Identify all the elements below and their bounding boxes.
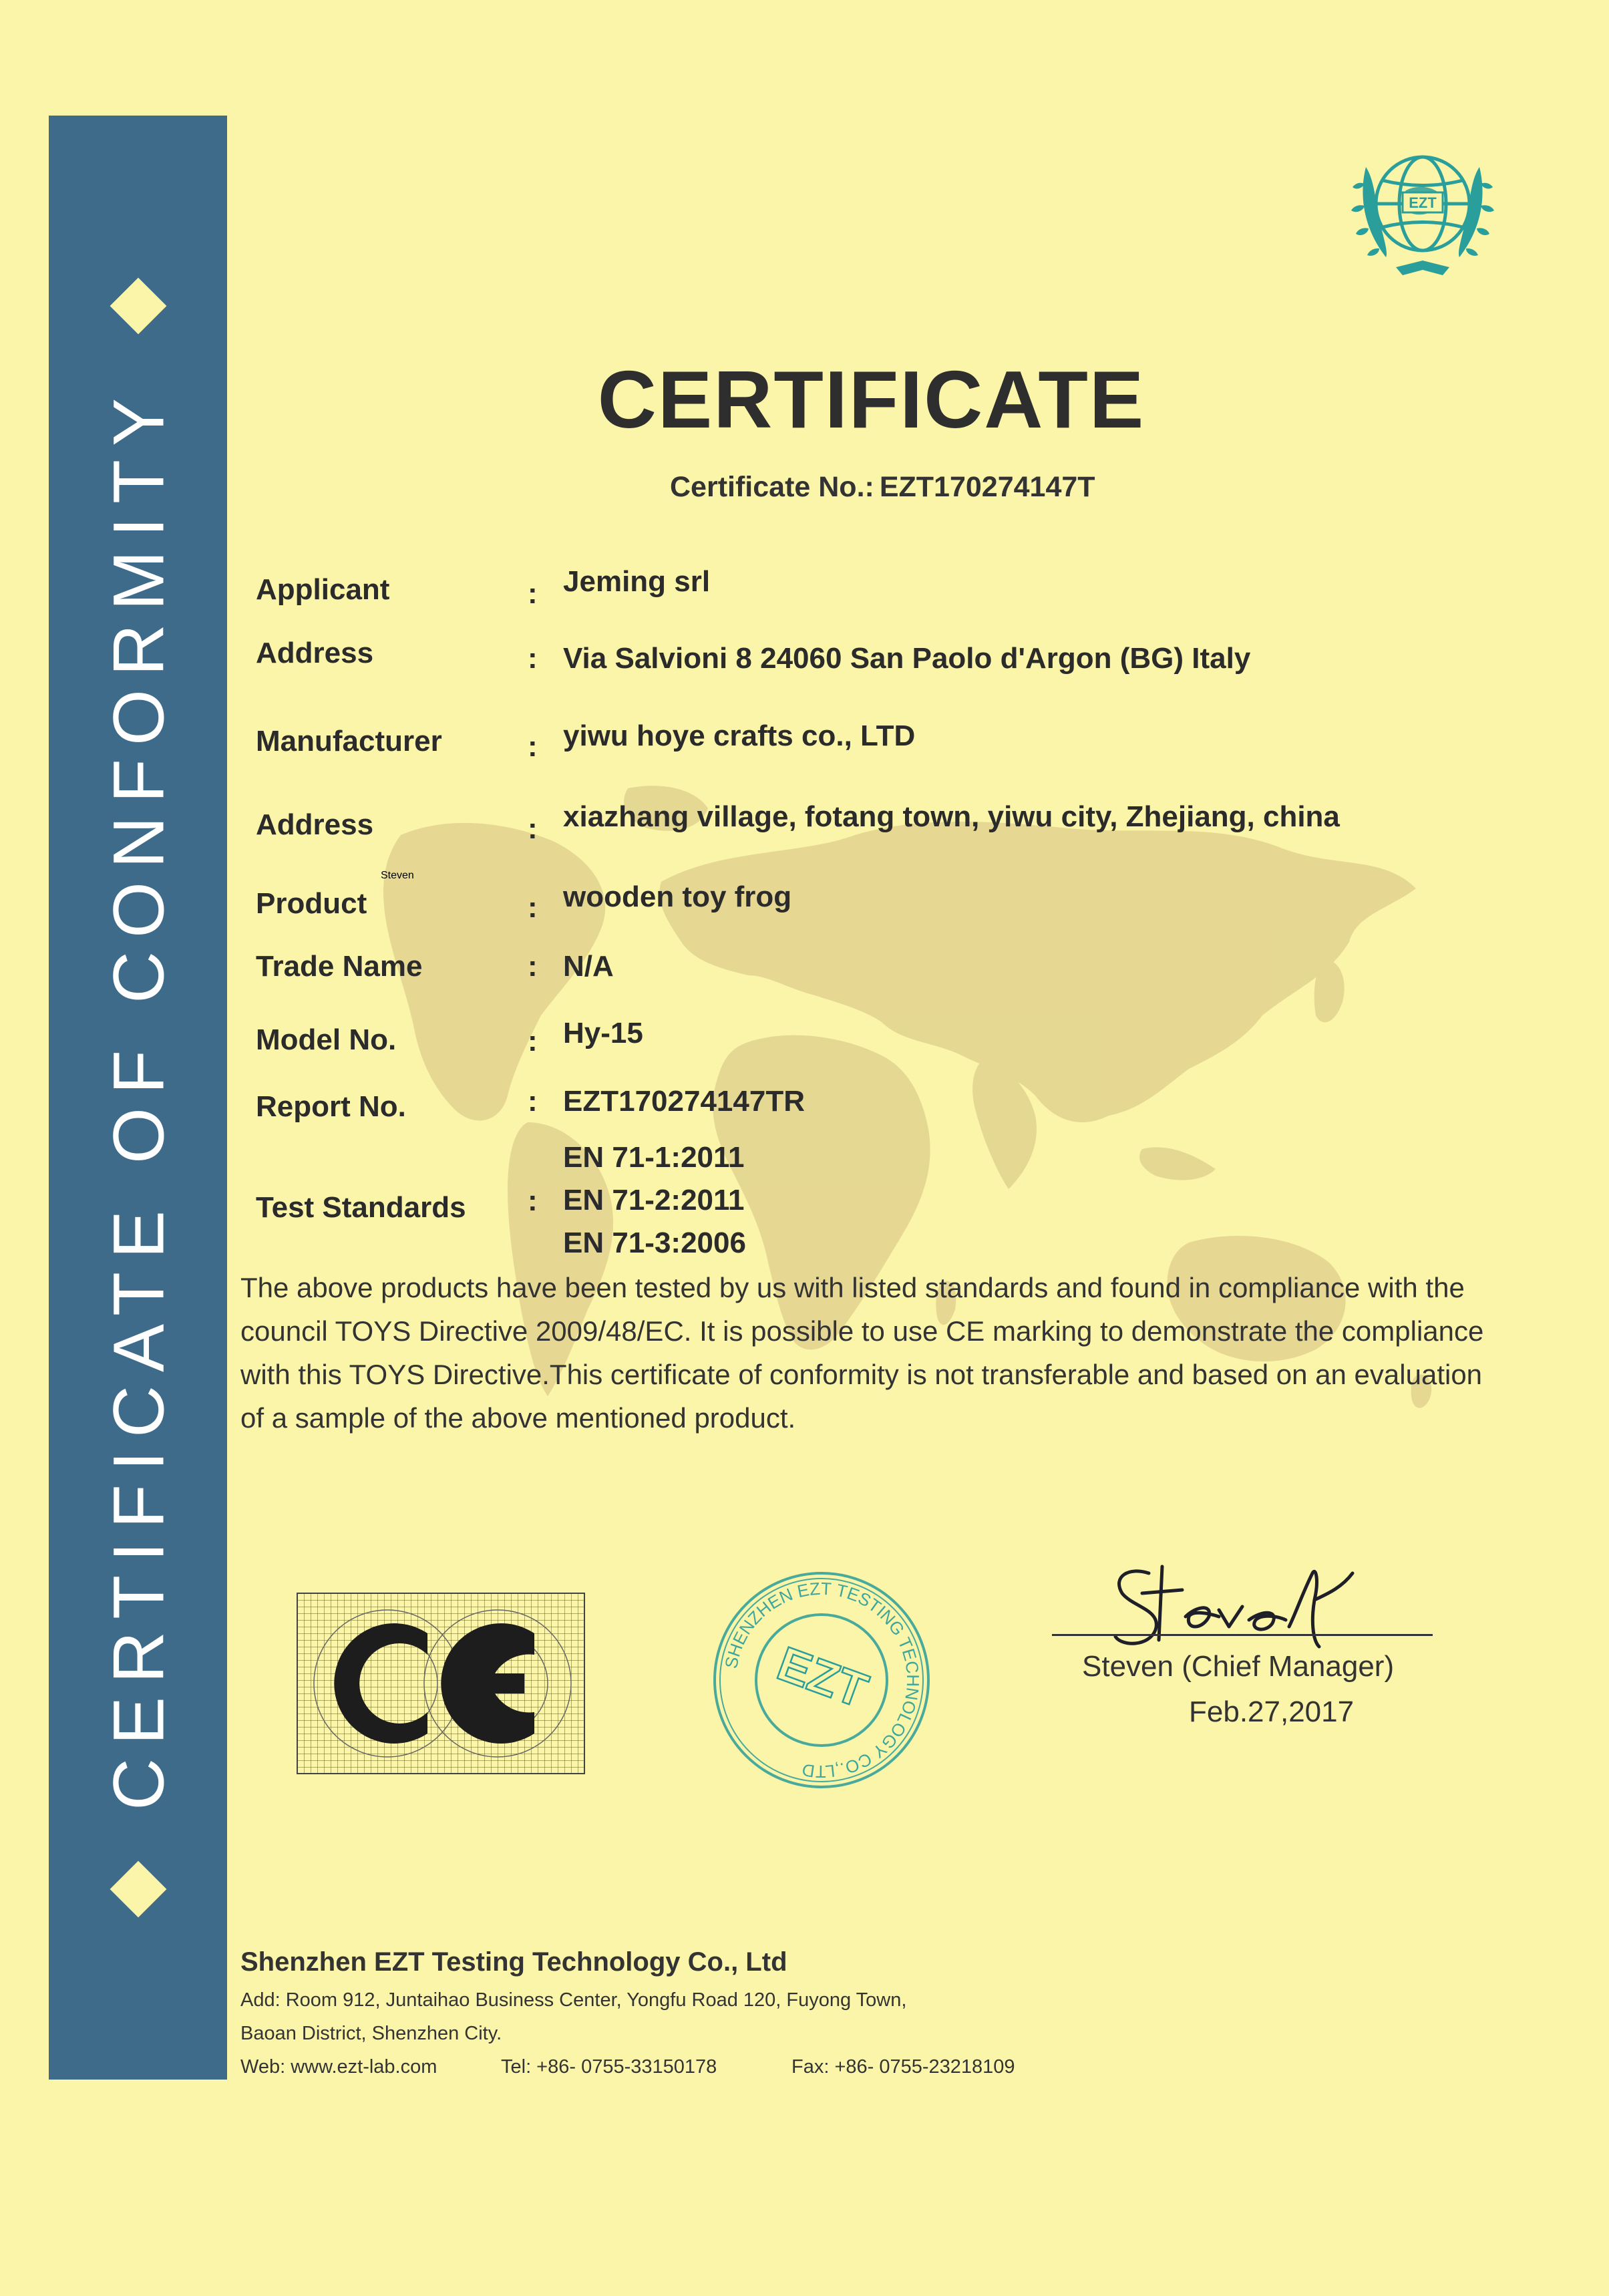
detail-row-report-no (0, 1085, 1609, 1137)
detail-row-model-no (0, 1017, 1609, 1070)
signature-date: Feb.27,2017 (1189, 1695, 1355, 1728)
detail-value: yiwu hoye crafts co., LTD (563, 719, 916, 752)
detail-label: Address (256, 808, 374, 841)
colon: : (528, 730, 538, 763)
logo-text: EZT (1409, 194, 1437, 211)
detail-label: Applicant (256, 573, 390, 606)
compliance-statement (240, 1266, 1536, 1440)
colon: : (528, 577, 538, 610)
signature-text: Steven (381, 870, 414, 881)
detail-label: Test Standards (256, 1191, 466, 1224)
detail-row-test-standards (0, 1184, 1609, 1238)
detail-row-address (0, 637, 1609, 683)
stamp-ring-text: SHENZHEN EZT TESTING TECHNOLOGY CO.,LTD (721, 1578, 924, 1782)
detail-value: xiazhang village, fotang town, yiwu city, Zhejiang, china (563, 800, 1340, 833)
detail-label: Address (256, 637, 374, 669)
detail-value: N/A (563, 950, 614, 983)
ezt-globe-logo (1326, 127, 1519, 294)
ce-mark-icon (297, 1593, 584, 1774)
detail-row-product (0, 880, 1609, 934)
company-stamp (701, 1567, 942, 1794)
colon: : (528, 1025, 538, 1057)
certificate-number-label: Certificate No.: (670, 471, 874, 503)
colon: : (528, 891, 538, 924)
detail-row-applicant (0, 565, 1609, 620)
page-title: CERTIFICATE (597, 354, 1145, 445)
test-standard-item: EN 71-3:2006 (563, 1226, 746, 1259)
diamond-icon (110, 1861, 166, 1918)
sidebar-title: CERTIFICATE OF CONFORMITY (98, 385, 178, 1810)
detail-label: Trade Name (256, 950, 423, 983)
diamond-icon (110, 278, 166, 335)
detail-value: Hy-15 (563, 1017, 643, 1049)
stamp-center-text: EZT (770, 1637, 874, 1719)
colon: : (528, 642, 538, 675)
certificate-number-value: EZT170274147T (879, 471, 1095, 503)
compliance-line: council TOYS Directive 2009/48/EC. It is possible to use CE marking to demonstrate the compliance (240, 1315, 1484, 1347)
colon: : (528, 1085, 538, 1118)
issuer-address-line: Add: Room 912, Juntaihao Business Center, Yongfu Road 120, Fuyong Town, (240, 1989, 907, 2011)
detail-row-manufacturer (0, 719, 1609, 772)
colon: : (528, 950, 538, 983)
detail-value: Jeming srl (563, 565, 711, 598)
issuer-tel: Tel: +86- 0755-33150178 (501, 2056, 717, 2078)
issuer-fax: Fax: +86- 0755-23218109 (791, 2056, 1015, 2078)
colon: : (528, 1184, 538, 1217)
detail-value: Via Salvioni 8 24060 San Paolo d'Argon (BG) Italy (563, 642, 1251, 675)
issuer-address-line: Baoan District, Shenzhen City. (240, 2023, 502, 2044)
certificate-number (670, 471, 1095, 504)
detail-label: Manufacturer (256, 725, 442, 758)
compliance-line: The above products have been tested by us with listed standards and found in compliance with the (240, 1272, 1465, 1303)
colon: : (528, 812, 538, 845)
test-standard-item: EN 71-2:2011 (563, 1184, 745, 1216)
detail-row-trade-name (0, 950, 1609, 997)
test-standard-item: EN 71-1:2011 (563, 1141, 745, 1174)
detail-label: Report No. (256, 1090, 406, 1123)
detail-label: Product (256, 887, 367, 920)
compliance-line: with this TOYS Directive.This certificate of conformity is not transferable and based on an evaluation (240, 1359, 1483, 1390)
signature-line (1052, 1634, 1433, 1636)
signer-name: Steven (Chief Manager) (1082, 1650, 1395, 1683)
compliance-line: of a sample of the above mentioned product. (240, 1402, 796, 1434)
detail-value: EZT170274147TR (563, 1085, 805, 1118)
issuer-web: Web: www.ezt-lab.com (240, 2056, 437, 2078)
issuer-company: Shenzhen EZT Testing Technology Co., Ltd (240, 1947, 787, 1977)
detail-value: wooden toy frog (563, 880, 792, 913)
detail-label: Model No. (256, 1023, 397, 1056)
detail-row-manufacturer-address (0, 800, 1609, 855)
